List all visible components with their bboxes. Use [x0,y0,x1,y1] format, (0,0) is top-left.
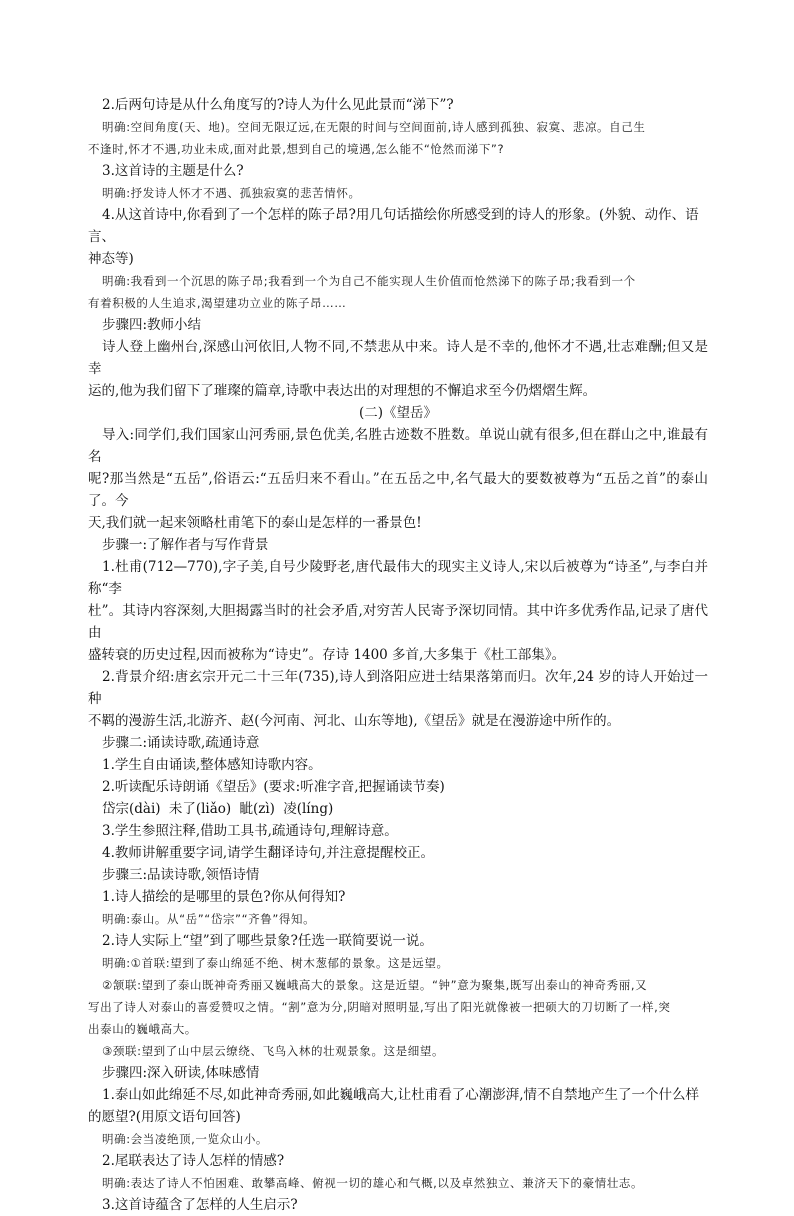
answer-2-line-1: 明确:空间角度(天、地)。空间无限辽远,在无限的时间与空间面前,诗人感到孤独、寂寞、悲凉。自己生 [102,120,646,134]
step-2-item-2: 2.听读配乐诗朗诵《望岳》(要求:听准字音,把握诵读节奏) [102,779,445,795]
step-4-question-1-line-2: 的愿望?(用原文语句回答) [88,1109,241,1125]
answer-3: 明确:抒发诗人怀才不遇、孤独寂寞的悲苦情怀。 [102,186,361,200]
step-2-item-1: 1.学生自由诵读,整体感知诗歌内容。 [102,757,322,773]
dufu-line-2: 杜”。其诗内容深刻,大胆揭露当时的社会矛盾,对穷苦人民寄予深切同情。其中许多优秀作品,记录了唐代由 [88,603,708,641]
intro-line-2: 呢?那当然是“五岳”,俗语云:“五岳归来不看山。”在五岳之中,名气最大的要数被尊为“五岳之首”的泰山了。今 [88,471,708,509]
step-3-heading: 步骤三:品读诗歌,领悟诗情 [102,867,260,883]
step-4-heading: 步骤四:教师小结 [102,317,202,333]
pronunciation-list: 岱宗(dài) 未了(liǎo) 眦(zì) 凌(líng) [102,801,334,817]
step-2-item-4: 4.教师讲解重要字词,请学生翻译诗句,并注意提醒校正。 [102,845,434,861]
answer-2-line-2: 不逢时,怀才不遇,功业未成,面对此景,想到自己的境遇,怎么能不“怆然而涕下”? [88,142,505,156]
step-4b-heading: 步骤四:深入研读,体味感情 [102,1065,260,1081]
dufu-line-3: 盛转衰的历史过程,因而被称为“诗史”。存诗 1400 多首,大多集于《杜工部集》。 [88,647,566,663]
intro-line-3: 天,我们就一起来领略杜甫笔下的泰山是怎样的一番景色! [88,515,422,531]
step-4-answer-2: 明确:表达了诗人不怕困难、敢攀高峰、俯视一切的雄心和气概,以及卓然独立、兼济天下的豪情壮志。 [102,1176,644,1190]
answer-4-line-1: 明确:我看到一个沉思的陈子昂;我看到一个为自己不能实现人生价值而怆然涕下的陈子昂;我看到一个 [102,274,636,288]
step-3-question-2: 2.诗人实际上“望”到了哪些景象?任选一联简要说一说。 [102,933,433,949]
intro-line-1: 导入:同学们,我们国家山河秀丽,景色优美,名胜古迹数不胜数。单说山就有很多,但在群山之中,谁最有名 [88,427,708,465]
step-4-answer-1: 明确:会当凌绝顶,一览众山小。 [102,1132,269,1146]
step-2-heading: 步骤二:诵读诗歌,疏通诗意 [102,735,260,751]
step-3-answer-3-line-3: 出泰山的巍峨高大。 [88,1022,197,1036]
step-4-question-2: 2.尾联表达了诗人怎样的情感? [102,1153,285,1169]
step-3-answer-1: 明确:泰山。从“岳”“岱宗”“齐鲁”得知。 [102,912,316,926]
step-3-answer-3-line-2: 写出了诗人对泰山的喜爱赞叹之情。“割”意为分,阴暗对照明显,写出了阳光就像被一把硕大的刀切断了一样,突 [88,1000,671,1014]
step-3-answer-4: ③颈联:望到了山中层云缭绕、飞鸟入林的壮观景象。这是细望。 [102,1044,445,1058]
summary-line-2: 运的,他为我们留下了璀璨的篇章,诗歌中表达出的对理想的不懈追求至今仍熠熠生辉。 [88,383,597,399]
step-3-answer-2: 明确:①首联:望到了泰山绵延不绝、树木葱郁的景象。这是远望。 [102,956,449,970]
step-4-question-3: 3.这首诗蕴含了怎样的人生启示? [102,1197,298,1213]
summary-line-1: 诗人登上幽州台,深感山河依旧,人物不同,不禁悲从中来。诗人是不幸的,他怀才不遇,壮志难酬;但又是幸 [88,339,708,377]
section-title-wangyue: (二)《望岳》 [358,405,438,421]
question-4-line-2: 神态等) [88,251,134,267]
document-page [88,94,708,1216]
question-4-line-1: 4.从这首诗中,你看到了一个怎样的陈子昂?用几句话描绘你所感受到的诗人的形象。(外貌、动作、语言、 [88,207,699,245]
step-3-question-1: 1.诗人描绘的是哪里的景色?你从何得知? [102,889,346,905]
question-3: 3.这首诗的主题是什么? [102,163,244,179]
answer-4-line-2: 有着积极的人生追求,渴望建功立业的陈子昂…… [88,296,347,310]
question-2: 2.后两句诗是从什么角度写的?诗人为什么见此景而“涕下”? [102,97,454,113]
background-line-2: 不羁的漫游生活,北游齐、赵(今河南、河北、山东等地),《望岳》就是在漫游途中所作的。 [88,713,621,729]
dufu-line-1: 1.杜甫(712—770),字子美,自号少陵野老,唐代最伟大的现实主义诗人,宋以后被尊为“诗圣”,与李白并称“李 [88,559,708,597]
step-3-answer-3-line-1: ②颔联:望到了泰山既神奇秀丽又巍峨高大的景象。这是近望。“钟”意为聚集,既写出泰山的神奇秀丽,又 [102,978,648,992]
step-1-heading: 步骤一:了解作者与写作背景 [102,537,269,553]
step-2-item-3: 3.学生参照注释,借助工具书,疏通诗句,理解诗意。 [102,823,398,839]
step-4-question-1-line-1: 1.泰山如此绵延不尽,如此神奇秀丽,如此巍峨高大,让杜甫看了心潮澎湃,情不自禁地产生了一个什么样 [102,1087,700,1103]
background-line-1: 2.背景介绍:唐玄宗开元二十三年(735),诗人到洛阳应进士结果落第而归。次年,24 岁的诗人开始过一种 [88,669,708,707]
